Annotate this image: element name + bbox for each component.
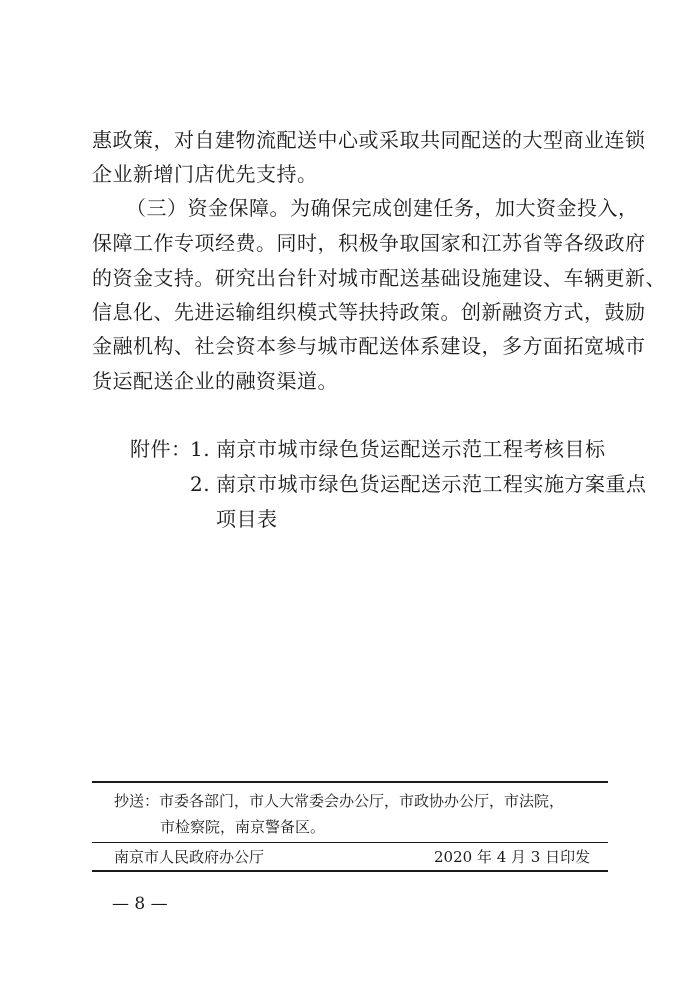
attachment-2-title-line1: 南京市城市绿色货运配送示范工程实施方案重点 — [216, 472, 647, 496]
para1-line1: 惠政策，对自建物流配送中心或采取共同配送的大型商业连锁 — [92, 128, 646, 152]
para2-line1: （三）资金保障。为确保完成创建任务，加大资金投入， — [126, 196, 639, 220]
para2-line2: 保障工作专项经费。同时，积极争取国家和江苏省等各级政府 — [92, 231, 646, 255]
attachment-2-title-line2: 项目表 — [216, 507, 278, 531]
footer-bottom-rule — [92, 870, 608, 872]
attachment-1-title: 南京市城市绿色货运配送示范工程考核目标 — [216, 437, 606, 461]
para2-line6: 货运配送企业的融资渠道。 — [92, 369, 338, 393]
issuer: 南京市人民政府办公厅 — [114, 848, 265, 866]
footer-top-rule — [92, 781, 608, 783]
footer-middle-rule — [92, 842, 608, 843]
para2-line4: 信息化、先进运输组织模式等扶持政策。创新融资方式，鼓励 — [92, 300, 646, 324]
para2-line3: 的资金支持。研究出台针对城市配送基础设施建设、车辆更新、 — [92, 266, 666, 290]
print-date: 2020 年 4 月 3 日印发 — [434, 848, 591, 866]
page-number: — 8 — — [112, 894, 168, 914]
para1-line2: 企业新增门店优先支持。 — [92, 162, 318, 186]
cc-line2: 市检察院，南京警备区。 — [160, 818, 326, 836]
attachment-1-number: 1. — [190, 437, 211, 461]
cc-line1: 抄送：市委各部门，市人大常委会办公厅，市政协办公厅，市法院， — [114, 792, 565, 810]
attachments-label: 附件： — [130, 437, 192, 461]
attachment-2-number: 2. — [190, 472, 211, 496]
para2-line5: 金融机构、社会资本参与城市配送体系建设，多方面拓宽城市 — [92, 334, 646, 358]
